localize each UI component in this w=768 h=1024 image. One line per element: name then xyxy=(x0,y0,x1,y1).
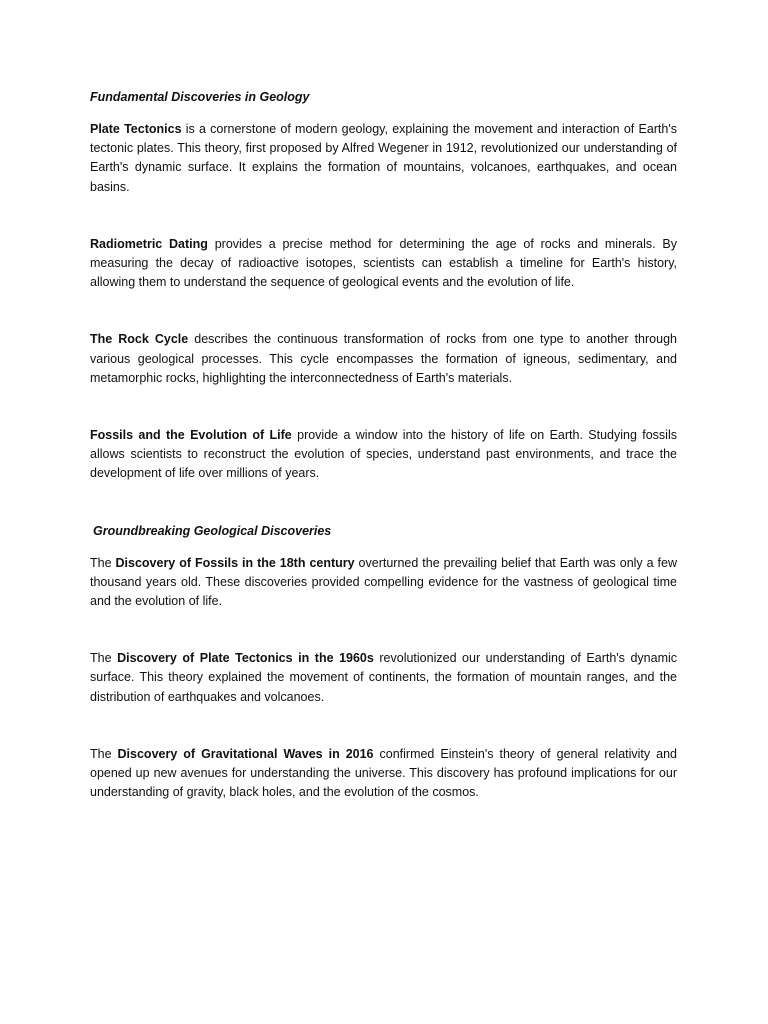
paragraph-gap xyxy=(90,388,677,426)
paragraph-term: Radiometric Dating xyxy=(90,236,208,251)
paragraph-text: provides a precise method for determining the age of rocks and minerals. By measuring the decay of radioactive isotopes, scientists can establish a timeline for Earth's history, allowing them to understand the sequence of geological events and the evolution of life. xyxy=(90,236,677,290)
paragraph-gap xyxy=(90,484,677,522)
paragraph-fossils-18th-century xyxy=(90,554,677,612)
paragraph-rock-cycle xyxy=(90,330,677,388)
paragraph-gap xyxy=(90,611,677,649)
paragraph-text: revolutionized our understanding of Earth's dynamic surface. This theory explained the movement of continents, the formation of mountain ranges, and the distribution of earthquakes and volcanoes. xyxy=(90,651,678,704)
paragraph-term: Discovery of Fossils in the 18th century xyxy=(115,555,355,570)
paragraph-term: Discovery of Plate Tectonics in the 1960s xyxy=(117,651,374,666)
paragraph-gravitational-waves xyxy=(90,745,677,803)
paragraph-lead: The xyxy=(90,651,118,666)
document-page xyxy=(90,88,677,802)
paragraph-term: Plate Tectonics xyxy=(90,122,182,136)
paragraph-text: is a cornerstone of modern geology, explaining the movement and interaction of Earth's tectonic plates. This theory, first proposed by Alfred Wegener in 1912, revolutionized our understanding of Earth's dynamic surface. It explains the formation of mountains, volcanoes, earthquakes, and ocean basins. xyxy=(90,122,677,194)
paragraph-term: Fossils and the Evolution of Life xyxy=(90,428,292,443)
section-heading-fundamental: Fundamental Discoveries in Geology xyxy=(90,90,310,104)
paragraph-term: The Rock Cycle xyxy=(90,332,189,347)
paragraph-plate-tectonics-1960s xyxy=(90,649,677,707)
paragraph-lead: The xyxy=(90,746,118,761)
paragraph-fossils-evolution xyxy=(90,426,677,484)
paragraph-gap xyxy=(90,707,677,745)
paragraph-term: Discovery of Gravitational Waves in 2016 xyxy=(117,746,374,761)
paragraph-gap xyxy=(90,197,677,235)
paragraph-text: overturned the prevailing belief that Earth was only a few thousand years old. These discoveries provided compelling evidence for the vastness of geological time and the evolution of life. xyxy=(90,555,677,609)
section-heading-groundbreaking: Groundbreaking Geological Discoveries xyxy=(93,523,332,538)
paragraph-text: provide a window into the history of life on Earth. Studying fossils allows scientists to reconstruct the evolution of species, understand past environments, and trace the development of life over millions of years. xyxy=(90,428,677,481)
paragraph-lead: The xyxy=(90,555,116,570)
paragraph-radiometric-dating xyxy=(90,235,677,293)
paragraph-plate-tectonics xyxy=(90,120,677,197)
paragraph-text: confirmed Einstein's theory of general relativity and opened up new avenues for understanding the universe. This discovery has profound implications for our understanding of gravity, black holes, and the evolution of the cosmos. xyxy=(90,746,677,800)
paragraph-gap xyxy=(90,292,677,330)
paragraph-text: describes the continuous transformation of rocks from one type to another through various geological processes. This cycle encompasses the formation of igneous, sedimentary, and metamorphic rocks, highlighting the interconnectedness of Earth's materials. xyxy=(90,332,677,385)
